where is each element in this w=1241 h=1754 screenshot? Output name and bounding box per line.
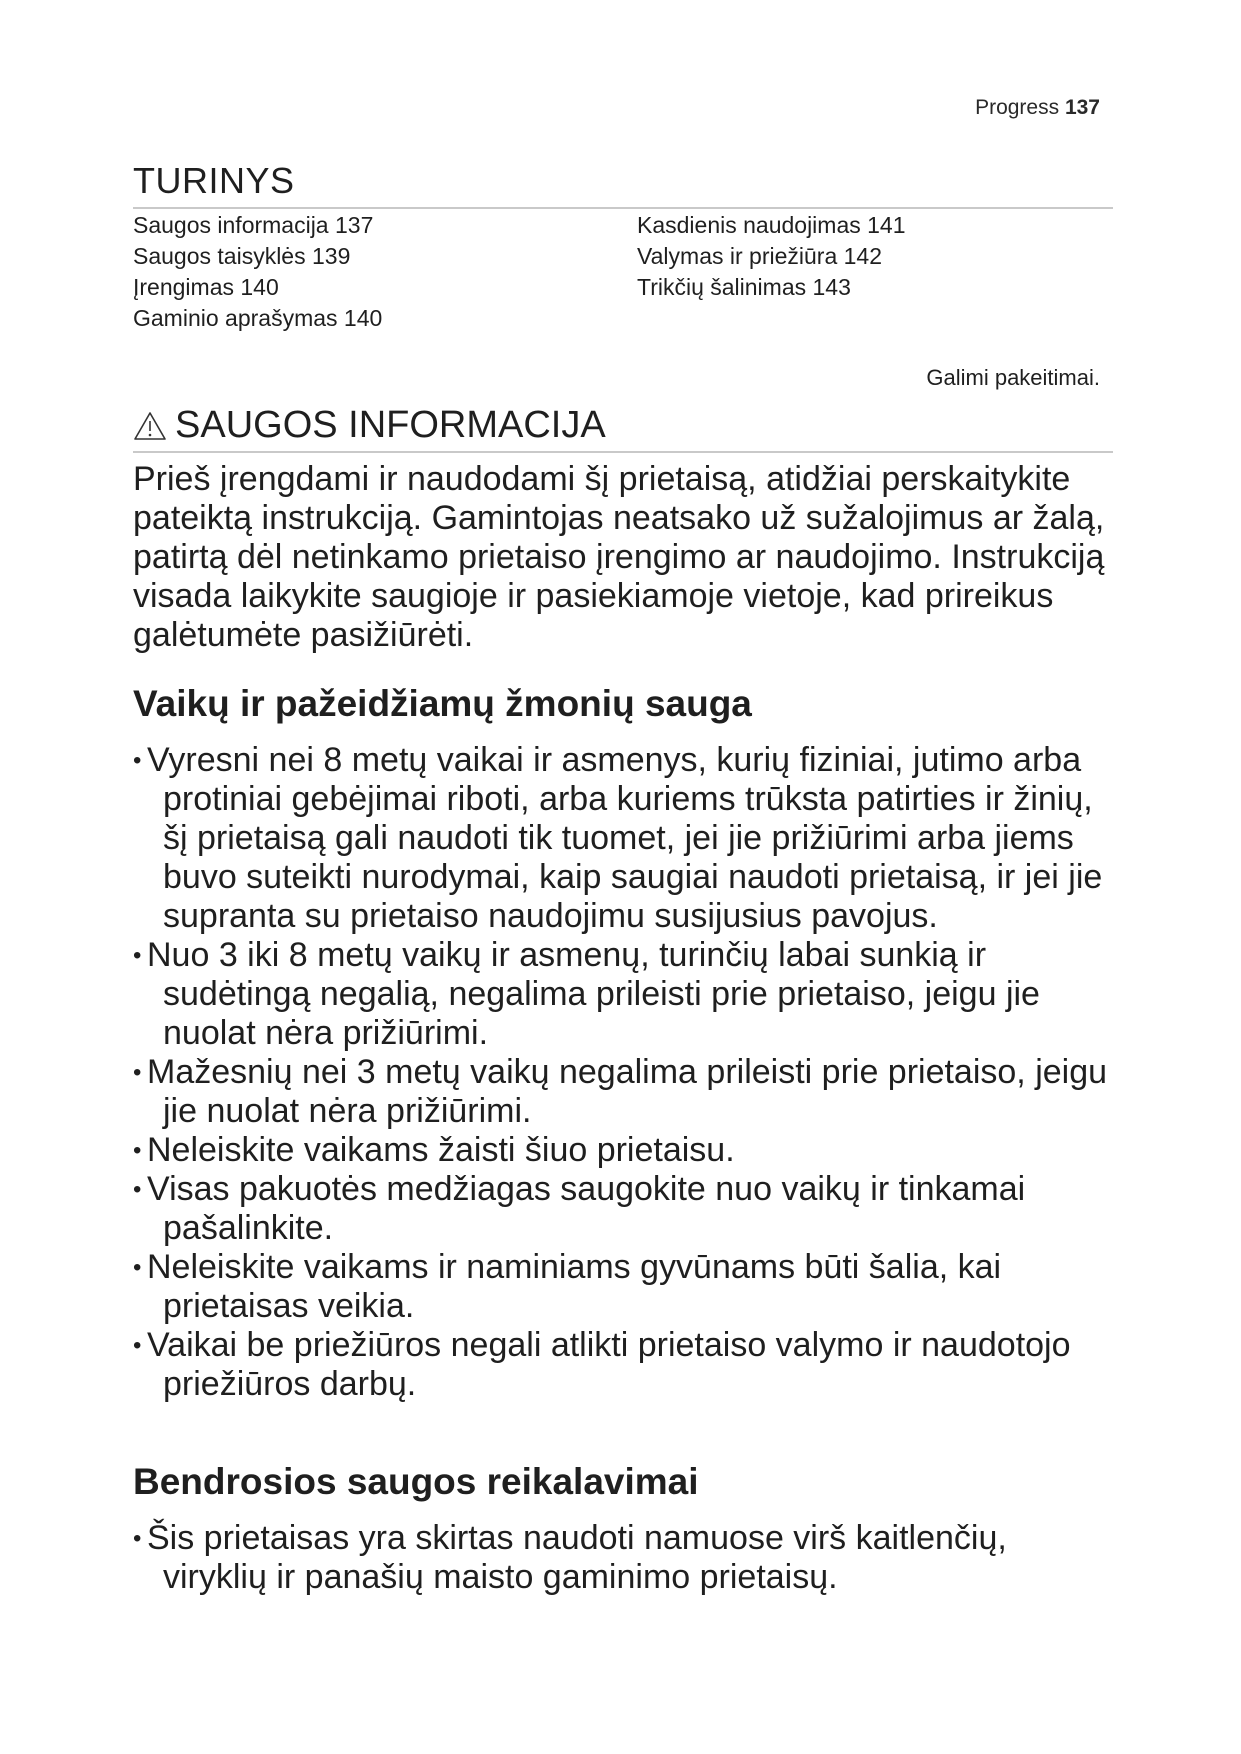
running-header — [975, 96, 1100, 120]
brand-name: Progress — [975, 96, 1060, 119]
toc-left-column — [133, 210, 382, 334]
children-section-title: Vaikų ir pažeidžiamų žmonių sauga — [133, 683, 752, 724]
list-item: • Visas pakuotės medžiagas saugokite nuo vaikų ir tinkamai pašalinkite. — [133, 1170, 1026, 1247]
list-item: • Neleiskite vaikams ir naminiams gyvūnams būti šalia, kai prietaisas veikia. — [133, 1248, 1002, 1325]
safety-section-title — [133, 404, 606, 447]
page-number: 137 — [1064, 96, 1100, 119]
changes-note: Galimi pakeitimai. — [926, 365, 1100, 390]
general-safety-list — [133, 1519, 1113, 1597]
toc-right-column — [637, 210, 906, 303]
list-item: • Neleiskite vaikams žaisti šiuo prietaisu. — [133, 1131, 735, 1169]
toc-item[interactable]: Saugos taisyklės 139 — [133, 243, 351, 269]
toc-item[interactable]: Įrengimas 140 — [133, 274, 279, 300]
toc-item[interactable]: Kasdienis naudojimas 141 — [637, 212, 906, 238]
list-item: • Vyresni nei 8 metų vaikai ir asmenys, kurių fiziniai, jutimo arba protiniai gebėjimai riboti, arba kuriems trūksta patirties ir žinių, šį prietaisą gali naudoti tik tuomet, jei jie prižiūrimi arba jiems buvo suteikti nurodymai, kaip saugiai naudoti prietaisą, ir jei jie supranta su prietaiso naudojimu susijusius pavojus. — [133, 741, 1103, 935]
list-item: • Nuo 3 iki 8 metų vaikų ir asmenų, turinčių labai sunkią ir sudėtingą negalią, negalima prileisti prie prietaiso, jeigu jie nuolat nėra prižiūrimi. — [133, 936, 1040, 1052]
list-item: • Mažesnių nei 3 metų vaikų negalima prileisti prie prietaiso, jeigu jie nuolat nėra prižiūrimi. — [133, 1053, 1108, 1130]
list-item: • Šis prietaisas yra skirtas naudoti namuose virš kaitlenčių, viryklių ir panašių maisto gaminimo prietaisų. — [133, 1519, 1007, 1596]
list-item: • Vaikai be priežiūros negali atlikti prietaiso valymo ir naudotojo priežiūros darbų. — [133, 1326, 1071, 1403]
children-safety-list — [133, 741, 1113, 1404]
general-section-title: Bendrosios saugos reikalavimai — [133, 1461, 699, 1502]
toc-divider — [133, 207, 1113, 209]
toc-item[interactable]: Saugos informacija 137 — [133, 212, 374, 238]
safety-divider — [133, 451, 1113, 453]
toc-title: TURINYS — [133, 160, 295, 201]
warning-triangle-icon — [133, 411, 167, 441]
toc-item[interactable]: Trikčių šalinimas 143 — [637, 274, 851, 300]
safety-title-text: SAUGOS INFORMACIJA — [175, 404, 606, 446]
safety-intro: Prieš įrengdami ir naudodami šį prietaisą, atidžiai perskaitykite pateiktą instrukciją. Gamintojas neatsako už sužalojimus ar žalą, patirtą dėl netinkamo prietaiso įrengimo ar naudojimo. Instrukciją visada laikykite saugioje ir pasiekiamoje vietoje, kad prireikus galėtumėte pasižiūrėti. — [133, 460, 1105, 654]
toc-item[interactable]: Gaminio aprašymas 140 — [133, 305, 383, 331]
toc-item[interactable]: Valymas ir priežiūra 142 — [637, 243, 883, 269]
